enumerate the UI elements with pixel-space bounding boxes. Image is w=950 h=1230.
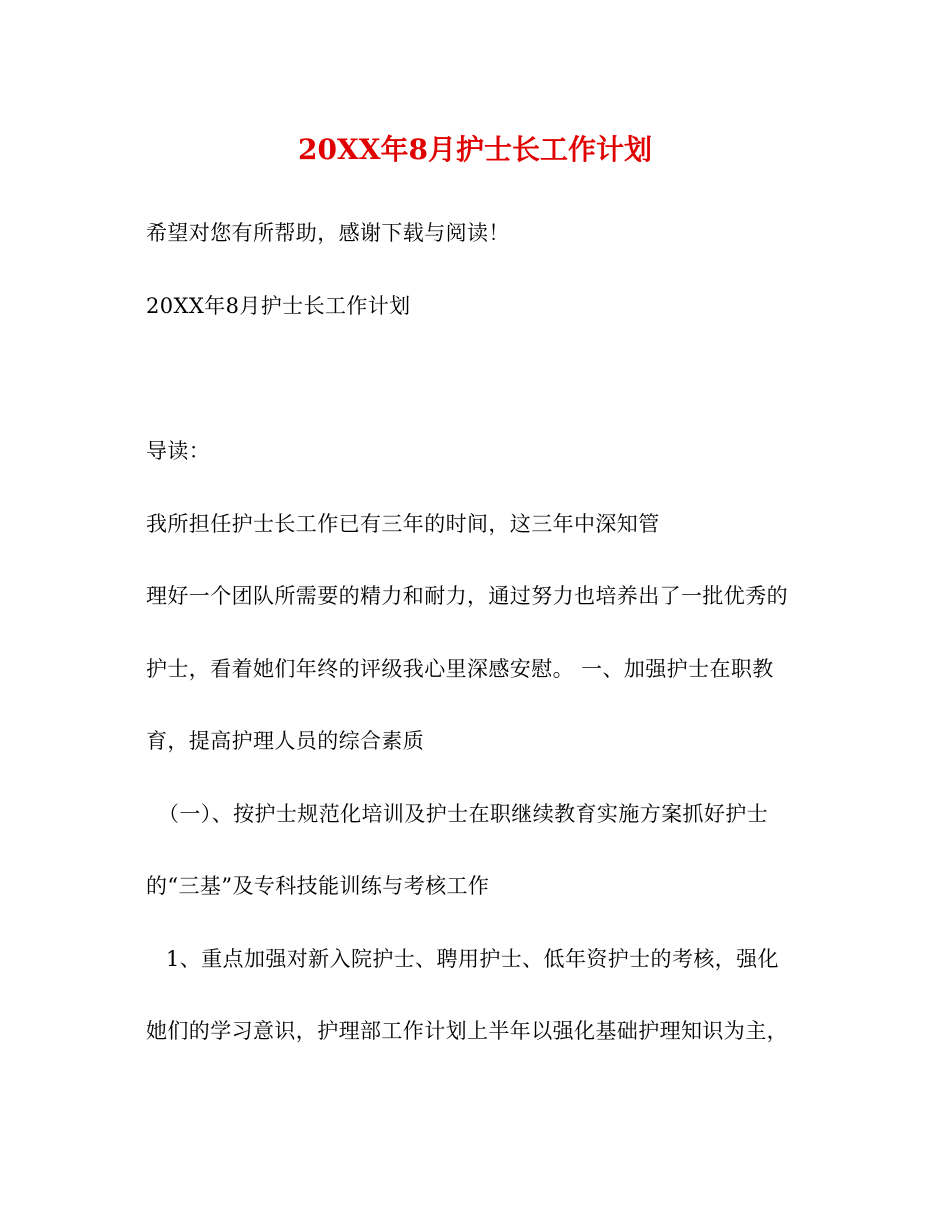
paragraph-line: 我所担任护士长工作已有三年的时间，这三年中深知管 [146,512,660,536]
document-title: 20XX年8月护士长工作计划 [298,133,652,166]
guide-label: 导读： [146,439,211,463]
intro-line: 希望对您有所帮助，感谢下载与阅读！ [146,221,510,245]
list-item-line: 1、重点加强对新入院护士、聘用护士、低年资护士的考核，强化 [166,947,779,971]
paragraph-line: 护士，看着她们年终的评级我心里深感安慰。 一、加强护士在职教 [146,657,774,681]
paragraph-line: 她们的学习意识，护理部工作计划上半年以强化基础护理知识为主， [146,1019,788,1043]
subtitle-line: 20XX年8月护士长工作计划 [146,294,411,318]
paragraph-line: 的“三基”及专科技能训练与考核工作 [146,874,490,898]
section-heading: （一）、按护士规范化培训及护士在职继续教育实施方案抓好护士 [158,802,769,826]
paragraph-line: 理好一个团队所需要的精力和耐力，通过努力也培养出了一批优秀的 [146,584,788,608]
paragraph-line: 育，提高护理人员的综合素质 [146,729,425,753]
